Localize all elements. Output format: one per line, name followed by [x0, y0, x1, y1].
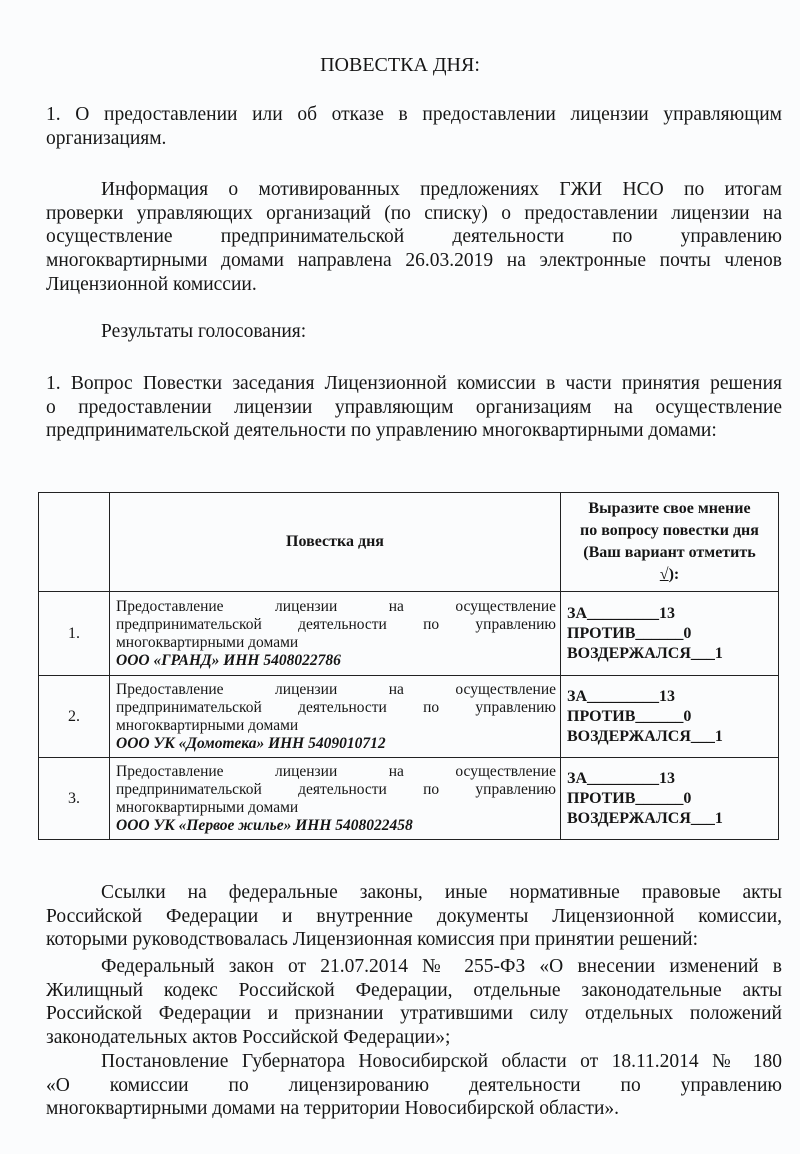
table-row — [39, 676, 779, 758]
row-text-line: Предоставление лицензии на осуществление — [116, 597, 556, 615]
vote-abstain: ВОЗДЕРЖАЛСЯ___1 — [567, 727, 723, 745]
agenda-table — [38, 492, 779, 840]
row-vote — [561, 676, 779, 758]
vote-header-line: Выразите свое мнение — [588, 500, 751, 517]
info-line: Лицензионной комиссии. — [46, 273, 257, 295]
governor-decree-paragraph — [46, 1050, 782, 1121]
question-line: о предоставлении лицензии управляющим организациям на осуществление — [46, 396, 782, 418]
vote-for: ЗА_________13 — [567, 687, 675, 705]
decree-line: многоквартирными домами на территории Новосибирской области». — [46, 1098, 620, 1120]
vote-header-line: (Ваш вариант отметить — [583, 544, 756, 561]
vote-abstain: ВОЗДЕРЖАЛСЯ___1 — [567, 809, 723, 827]
info-line: Информация о мотивированных предложениях ГЖИ НСО по итогам — [101, 179, 782, 200]
row-number: 3. — [39, 758, 110, 840]
row-text-line: многоквартирными домами — [116, 798, 299, 816]
row-agenda-text — [110, 676, 561, 758]
vote-against: ПРОТИВ______0 — [567, 707, 692, 725]
row-text-line: Предоставление лицензии на осуществление — [116, 762, 556, 780]
agenda-header: Повестка дня — [110, 493, 561, 592]
row-number: 2. — [39, 676, 110, 758]
row-organization: ООО УК «Первое жилье» ИНН 5408022458 — [116, 816, 413, 834]
vote-header-line: по вопросу повестки дня — [580, 522, 759, 539]
federal-law-line: Российской Федерации и признании утратившими силу отдельных положений — [46, 1003, 782, 1025]
agenda-item-line: 1. О предоставлении или об отказе в предоставлении лицензии управляющим — [46, 104, 782, 125]
info-line: проверки управляющих организаций (по списку) о предоставлении лицензии на — [46, 202, 782, 224]
row-text-line: многоквартирными домами — [116, 633, 299, 651]
info-paragraph — [46, 178, 782, 297]
agenda-item-line: организациям. — [46, 127, 167, 149]
agenda-item — [46, 103, 782, 150]
results-label: Результаты голосования: — [101, 321, 307, 342]
table-header-row — [39, 493, 779, 592]
question-line: предпринимательской деятельности по управлению многоквартирными домами: — [46, 420, 717, 442]
row-agenda-text — [110, 758, 561, 840]
row-organization: ООО УК «Домотека» ИНН 5409010712 — [116, 734, 386, 752]
vote-for: ЗА_________13 — [567, 769, 675, 787]
checkmark-icon: √ — [659, 566, 669, 583]
row-agenda-text — [110, 592, 561, 676]
federal-law-line: Жилищный кодекс Российской Федерации, отдельные законодательные акты — [46, 979, 782, 1001]
table-row — [39, 592, 779, 676]
federal-law-line: законодательных актов Российской Федерации»; — [46, 1027, 451, 1049]
vote-abstain: ВОЗДЕРЖАЛСЯ___1 — [567, 644, 723, 662]
row-vote — [561, 592, 779, 676]
row-text-line: предпринимательской деятельности по управлению — [116, 780, 556, 798]
vote-header-end: ): — [668, 566, 680, 583]
row-text-line: предпринимательской деятельности по управлению — [116, 698, 556, 716]
table-row — [39, 758, 779, 840]
vote-header — [561, 493, 779, 592]
number-header — [39, 493, 110, 592]
federal-law-paragraph — [46, 955, 782, 1050]
info-line: многоквартирными домами направлена 26.03.2019 на электронные почты членов — [46, 250, 782, 272]
laws-line: Ссылки на федеральные законы, иные нормативные правовые акты — [101, 882, 782, 903]
decree-line: Постановление Губернатора Новосибирской области от 18.11.2014 № 180 — [101, 1051, 782, 1072]
laws-paragraph — [46, 881, 782, 952]
row-vote — [561, 758, 779, 840]
page-title: ПОВЕСТКА ДНЯ: — [320, 54, 480, 76]
federal-law-line: Федеральный закон от 21.07.2014 № 255-ФЗ «О внесении изменений в — [101, 956, 782, 977]
row-text-line: многоквартирными домами — [116, 716, 299, 734]
laws-line: которыми руководствовалась Лицензионная комиссия при принятии решений: — [46, 929, 699, 951]
row-number: 1. — [39, 592, 110, 676]
question-line: 1. Вопрос Повестки заседания Лицензионной комиссии в части принятия решения — [46, 373, 782, 394]
vote-for: ЗА_________13 — [567, 604, 675, 622]
row-text-line: Предоставление лицензии на осуществление — [116, 680, 556, 698]
decree-line: «О комиссии по лицензированию деятельности по управлению — [46, 1074, 782, 1096]
vote-against: ПРОТИВ______0 — [567, 789, 692, 807]
info-line: осуществление предпринимательской деятельности по управлению — [46, 226, 782, 248]
row-organization: ООО «ГРАНД» ИНН 5408022786 — [116, 651, 341, 669]
question-paragraph — [46, 372, 782, 443]
row-text-line: предпринимательской деятельности по управлению — [116, 615, 556, 633]
vote-against: ПРОТИВ______0 — [567, 624, 692, 642]
laws-line: Российской Федерации и внутренние документы Лицензионной комиссии, — [46, 905, 782, 927]
